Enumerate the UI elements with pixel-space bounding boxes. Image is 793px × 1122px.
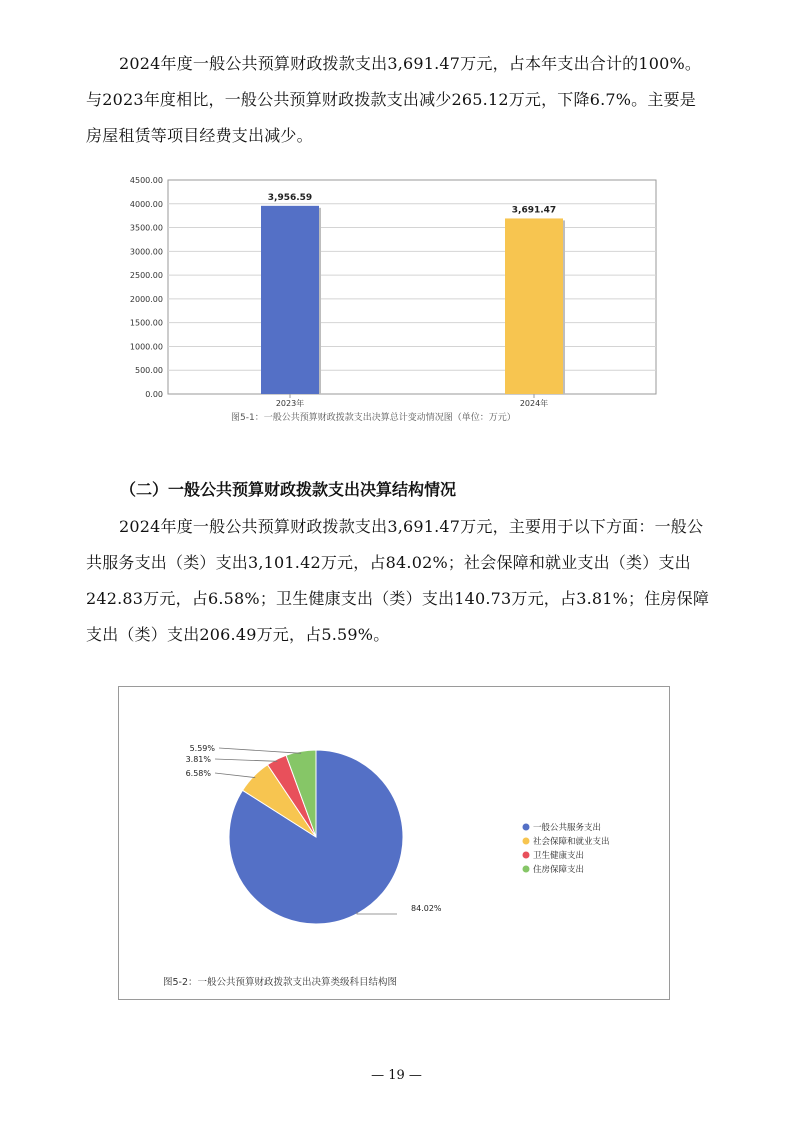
pie-callout-line-3 [219, 748, 301, 753]
legend-marker-3 [523, 866, 530, 873]
y-tick-label: 4500.00 [129, 176, 163, 185]
pie-value-label: 84.02% [411, 904, 442, 913]
pie-chart-figure [118, 686, 670, 1000]
legend-label: 住房保障支出 [533, 865, 585, 875]
pie-value-label: 5.59% [189, 744, 215, 753]
bar-shadow-0 [319, 208, 321, 394]
legend-marker-1 [523, 838, 530, 845]
y-tick-label: 4000.00 [129, 199, 163, 209]
bar-value-label: 3,956.59 [267, 192, 313, 203]
legend-label: 一般公共服务支出 [533, 823, 602, 833]
pie-value-label: 3.81% [185, 755, 211, 764]
paragraph-expenditure-structure [86, 509, 711, 653]
pie-value-label: 6.58% [185, 769, 211, 778]
plot-area [168, 180, 656, 394]
pie-callout-line-2 [215, 759, 277, 761]
legend-label: 社会保障和就业支出 [533, 837, 610, 847]
legend-marker-2 [523, 852, 530, 859]
bar-value-label: 3,691.47 [511, 205, 557, 216]
y-tick-label: 2500.00 [129, 271, 163, 281]
x-tick-label: 2023年 [275, 399, 305, 408]
pie-chart-caption: 图5-2：一般公共预算财政拨款支出决算类级科目结构图 [163, 977, 398, 988]
bar-0 [261, 206, 319, 394]
bar-shadow-1 [563, 220, 565, 394]
legend-marker-0 [523, 824, 530, 831]
section-heading: （二）一般公共预算财政拨款支出决算结构情况 [120, 480, 457, 499]
y-tick-label: 500.00 [135, 366, 163, 376]
paragraph-expenditure-total-text: 2024年度一般公共预算财政拨款支出3,691.47万元，占本年支出合计的100%。与2023年度相比，一般公共预算财政拨款支出减少265.12万元，下降6.7%。主要是房屋租赁等项目经费支出减少。 [86, 54, 702, 145]
y-tick-label: 3000.00 [129, 247, 163, 257]
pie-callout-line-1 [215, 773, 255, 778]
y-tick-label: 1000.00 [129, 342, 163, 352]
pie-chart-structure [119, 687, 671, 1001]
page-number: — 19 — [371, 1068, 422, 1083]
legend-label: 卫生健康支出 [533, 851, 585, 861]
y-tick-label: 1500.00 [129, 318, 163, 328]
y-tick-label: 2000.00 [129, 294, 163, 304]
paragraph-expenditure-structure-text: 2024年度一般公共预算财政拨款支出3,691.47万元，主要用于以下方面：一般公共服务支出（类）支出3,101.42万元，占84.02%；社会保障和就业支出（类）支出242.83万元，占6.58%；卫生健康支出（类）支出140.73万元，占3.81%；住房保障支出（类）支出206.49万元，占5.59%。 [86, 517, 710, 644]
bar-1 [505, 218, 563, 394]
x-tick-label: 2024年 [519, 399, 549, 408]
y-tick-label: 0.00 [145, 390, 163, 399]
bar-chart-caption: 图5-1：一般公共预算财政拨款支出决算总计变动情况图（单位：万元） [231, 413, 516, 423]
bar-chart-total-change [118, 172, 660, 430]
paragraph-expenditure-total [86, 46, 711, 154]
y-tick-label: 3500.00 [129, 223, 163, 233]
pie-callout-line-0 [357, 912, 397, 915]
